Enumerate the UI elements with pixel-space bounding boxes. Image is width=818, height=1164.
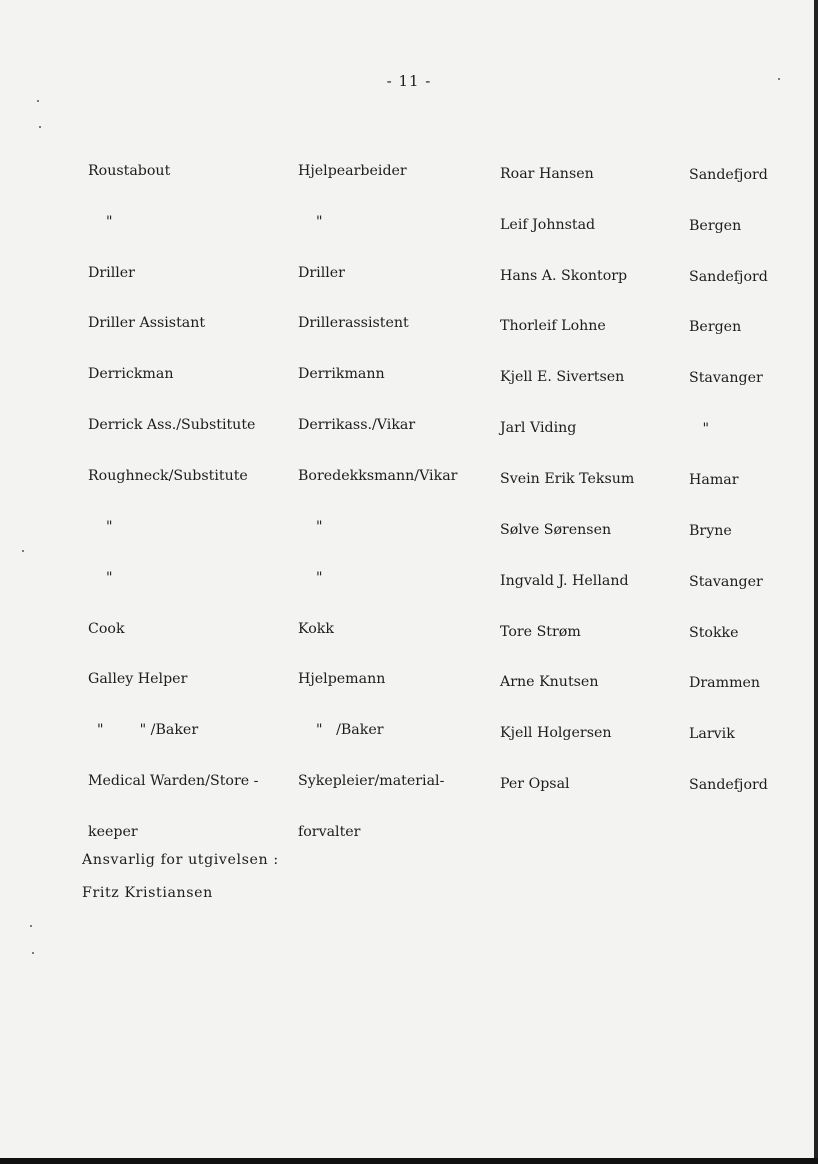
person-name: Kjell E. Sivertsen [500, 369, 625, 386]
position-norwegian: " /Baker [298, 722, 384, 739]
position-norwegian: Kokk [298, 620, 334, 637]
home-city: Stokke [689, 624, 739, 641]
position-english: Roughneck/Substitute [88, 467, 248, 484]
home-city: Sandefjord [689, 777, 768, 794]
position-english: " [88, 213, 113, 230]
person-name: Hans A. Skontorp [500, 267, 628, 284]
home-city: Bergen [689, 217, 742, 234]
position-english: Roustabout [88, 162, 171, 179]
position-norwegian: Hjelpemann [298, 671, 386, 688]
positions-english-column [88, 129, 258, 858]
position-english: " [88, 518, 113, 535]
position-norwegian: " [298, 569, 323, 586]
home-city: Hamar [689, 471, 739, 488]
person-name: Kjell Holgersen [500, 725, 612, 742]
position-english: " [88, 569, 113, 586]
person-name: Per Opsal [500, 776, 570, 793]
position-english: " " /Baker [88, 722, 199, 739]
responsible-name: Fritz Kristiansen [82, 885, 213, 901]
position-norwegian: Boredekksmann/Vikar [298, 467, 458, 484]
home-city: Stavanger [689, 370, 763, 387]
home-city: Sandefjord [689, 268, 768, 285]
person-name: Tore Strøm [500, 623, 581, 640]
position-norwegian: Sykepleier/material- [298, 773, 445, 790]
person-name: Ingvald J. Helland [500, 572, 629, 589]
positions-norwegian-column [298, 129, 457, 858]
person-name: Jarl Viding [500, 420, 577, 437]
home-city: Stavanger [689, 573, 763, 590]
person-name: Sølve Sørensen [500, 521, 612, 538]
position-english: Driller Assistant [88, 315, 206, 332]
home-city: Drammen [689, 675, 761, 692]
position-norwegian: Derrikass./Vikar [298, 417, 416, 434]
position-norwegian: " [298, 518, 323, 535]
position-english: Medical Warden/Store - [88, 773, 259, 790]
person-name: Svein Erik Teksum [500, 470, 635, 487]
position-english: keeper [88, 823, 138, 840]
cities-column [689, 133, 768, 811]
person-name: Leif Johnstad [500, 216, 596, 233]
page-edge-bottom [0, 1158, 818, 1164]
scan-speck [30, 925, 32, 927]
scan-speck [39, 126, 41, 128]
names-column [500, 132, 634, 810]
position-english: Cook [88, 620, 125, 637]
responsible-label: Ansvarlig for utgivelsen : [82, 852, 279, 868]
position-english: Galley Helper [88, 671, 188, 688]
home-city: Bergen [689, 319, 742, 336]
position-english: Derrickman [88, 366, 174, 383]
home-city: Larvik [689, 726, 735, 743]
person-name: Thorleif Lohne [500, 318, 606, 335]
position-norwegian: " [298, 213, 323, 230]
position-norwegian: Drillerassistent [298, 315, 409, 332]
page-edge-right [814, 0, 818, 1164]
position-norwegian: Hjelpearbeider [298, 162, 407, 179]
position-norwegian: Driller [298, 264, 345, 281]
position-norwegian: forvalter [298, 823, 361, 840]
scan-speck [32, 952, 34, 954]
position-english: Driller [88, 264, 135, 281]
home-city: Bryne [689, 522, 732, 539]
scan-speck [22, 550, 24, 552]
person-name: Roar Hansen [500, 165, 594, 182]
page-number: - 11 - [386, 72, 432, 90]
position-norwegian: Derrikmann [298, 366, 385, 383]
home-city: Sandefjord [689, 166, 768, 183]
position-english: Derrick Ass./Substitute [88, 417, 256, 434]
scan-speck [37, 100, 39, 102]
person-name: Arne Knutsen [500, 674, 599, 691]
home-city: " [689, 421, 710, 438]
